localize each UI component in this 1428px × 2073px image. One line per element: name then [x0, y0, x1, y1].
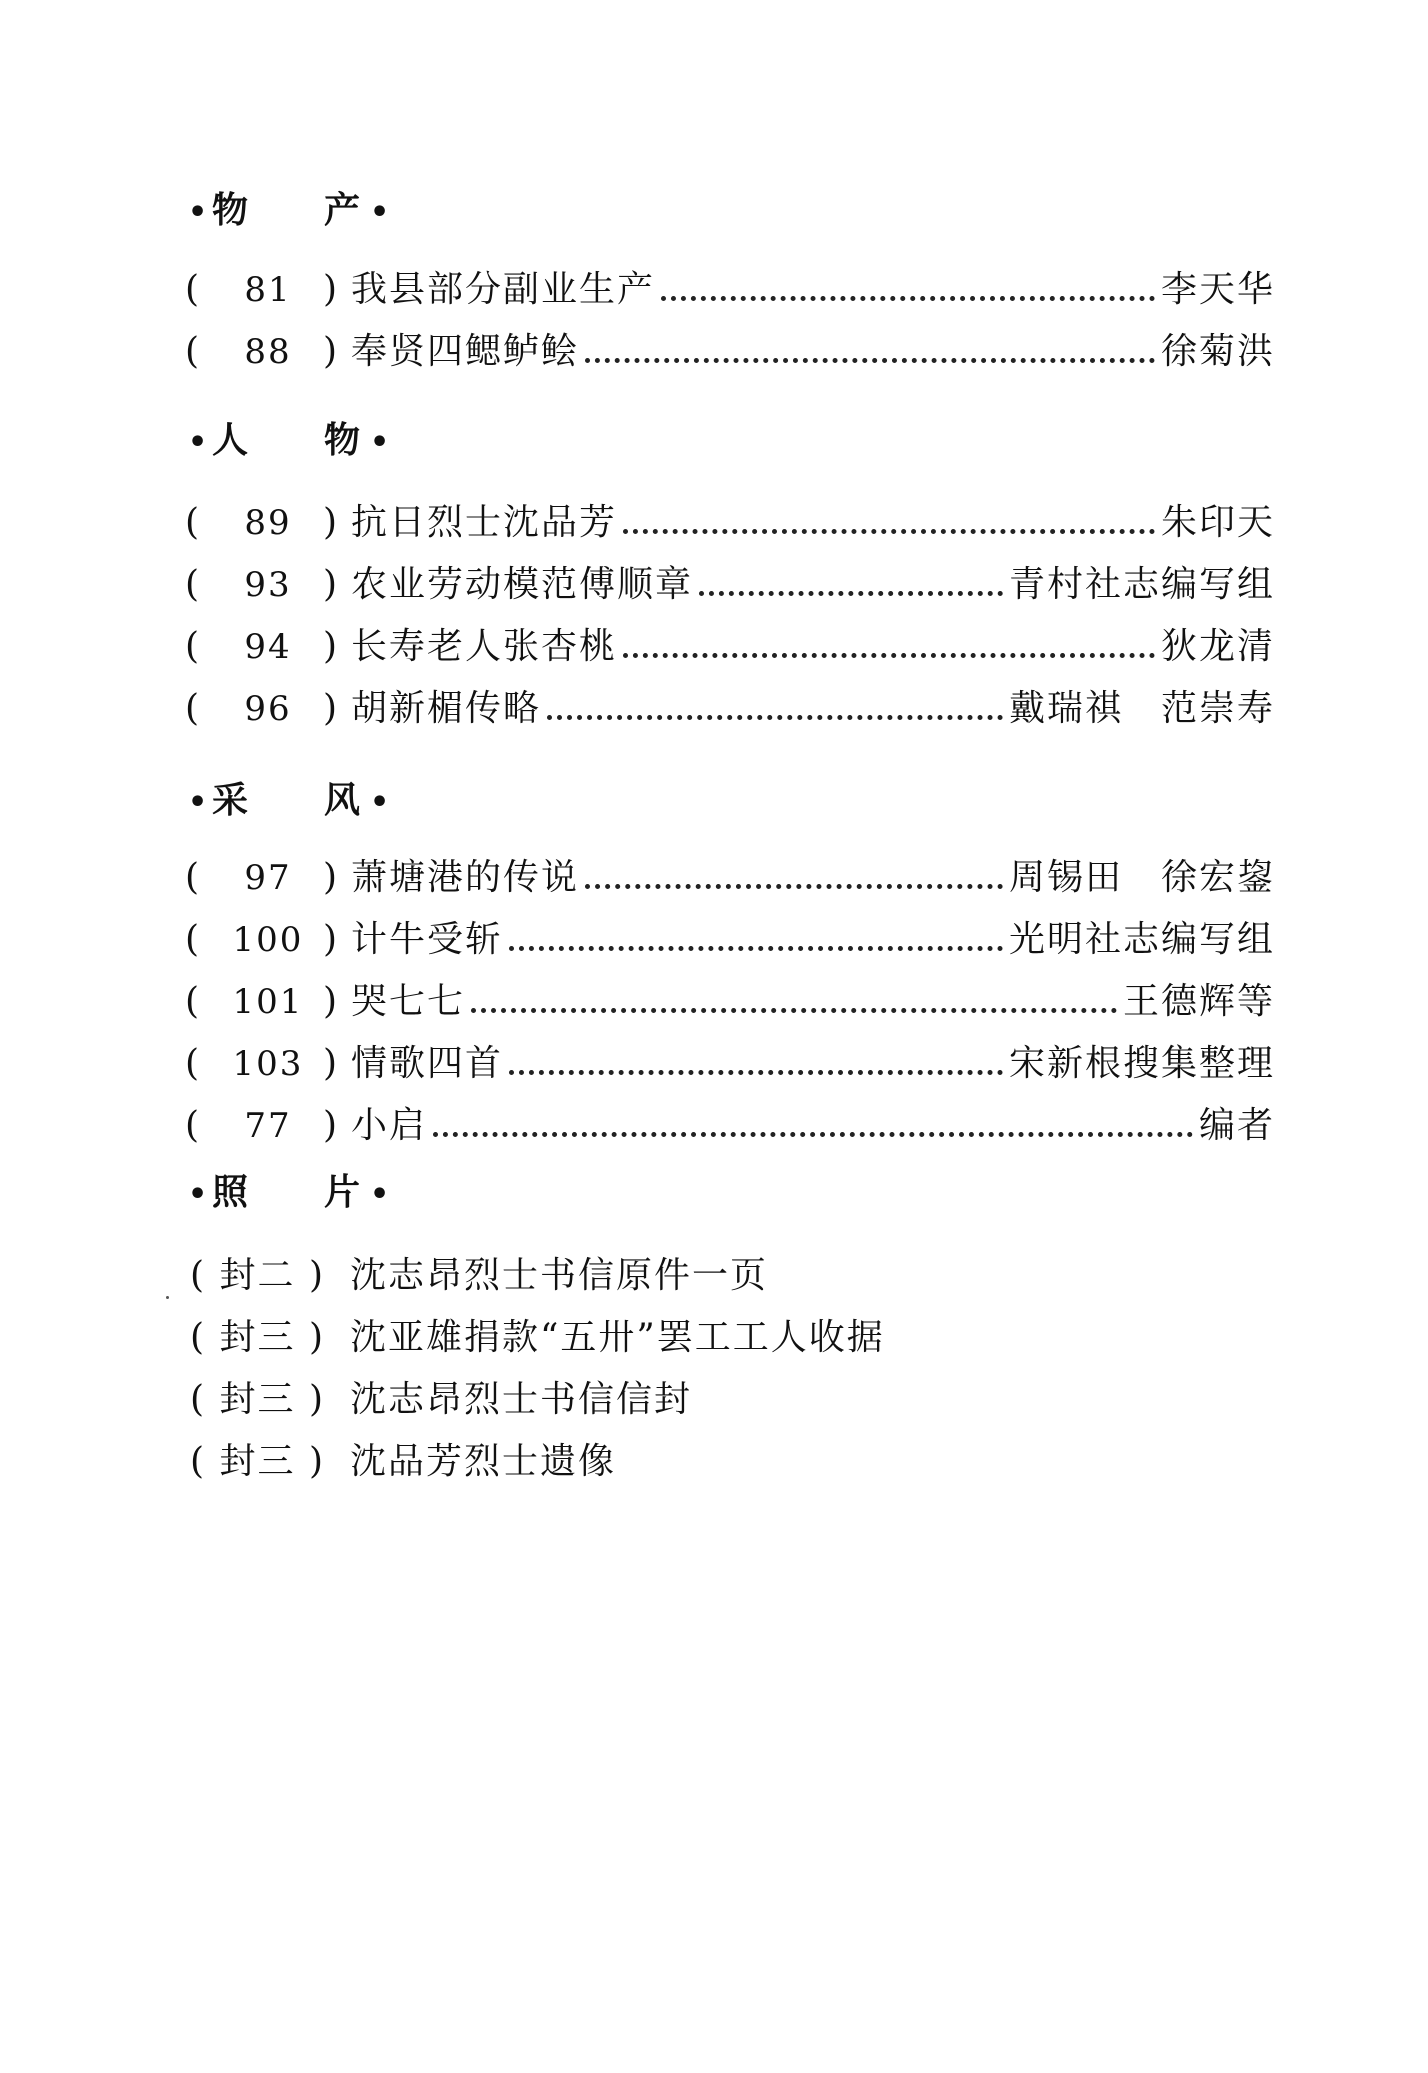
close-paren: )	[323, 564, 338, 605]
entry-author: 青村社志编写组	[1008, 564, 1275, 605]
open-paren: (	[185, 626, 200, 667]
section-heading-char: 风	[324, 780, 361, 821]
bullet-dot: •	[370, 785, 390, 820]
toc-entry	[185, 619, 1275, 675]
close-paren: )	[323, 502, 338, 543]
toc-entry	[185, 324, 1275, 380]
bullet-dot: •	[370, 1177, 390, 1212]
entry-author: 宋新根搜集整理	[1008, 1043, 1275, 1084]
open-paren: (	[185, 1043, 200, 1084]
entry-title: 情歌四首	[351, 1043, 504, 1084]
section-heading-char: 物	[212, 190, 249, 231]
toc-entry	[185, 681, 1275, 737]
open-paren: (	[185, 269, 200, 310]
page-number: 97	[244, 858, 292, 898]
page-number: 96	[244, 689, 292, 729]
bullet-dot: •	[188, 1177, 208, 1212]
photo-entry	[190, 1433, 616, 1491]
section-heading-char: 人	[212, 420, 249, 461]
close-paren: )	[323, 919, 338, 960]
page-number: 88	[244, 332, 292, 372]
close-paren: )	[323, 626, 338, 667]
section-heading-products	[188, 186, 389, 236]
photo-caption: 沈志昂烈士书信信封	[350, 1379, 693, 1420]
open-paren: (	[185, 1105, 200, 1146]
photo-location: ( 封三 )	[190, 1441, 326, 1482]
section-heading-char: 照	[212, 1172, 249, 1213]
photo-location: ( 封三 )	[190, 1379, 326, 1420]
open-paren: (	[185, 688, 200, 729]
dot-leader	[623, 653, 1155, 658]
close-paren: )	[323, 688, 338, 729]
dot-leader	[585, 358, 1155, 363]
photo-location: ( 封三 )	[190, 1317, 326, 1358]
bullet-dot: •	[188, 425, 208, 460]
entry-author: 徐菊洪	[1160, 331, 1275, 372]
toc-entry	[185, 1036, 1275, 1092]
section-heading-char: 片	[324, 1172, 361, 1213]
page-number: 77	[244, 1106, 292, 1146]
dot-leader	[471, 1008, 1117, 1013]
dot-leader	[509, 1070, 1003, 1075]
close-paren: )	[323, 1043, 338, 1084]
toc-entry	[185, 850, 1275, 906]
section-heading-char: 产	[324, 190, 361, 231]
section-heading-photos	[188, 1168, 389, 1218]
section-heading-folklore	[188, 776, 389, 826]
photo-entry	[190, 1247, 768, 1305]
dot-leader	[623, 529, 1155, 534]
dot-leader	[509, 946, 1003, 951]
entry-title: 农业劳动模范傅顺章	[351, 564, 694, 605]
entry-author: 周锡田 徐宏鋆	[1008, 857, 1275, 898]
entry-author: 朱印天	[1160, 502, 1275, 543]
entry-author: 编者	[1198, 1105, 1275, 1146]
entry-title: 奉贤四鳃鲈鲙	[351, 331, 580, 372]
toc-entry	[185, 557, 1275, 613]
entry-title: 长寿老人张杏桃	[351, 626, 618, 667]
toc-entry	[185, 1098, 1275, 1154]
close-paren: )	[323, 857, 338, 898]
open-paren: (	[185, 502, 200, 543]
toc-entry	[185, 495, 1275, 551]
section-heading-char: 物	[324, 420, 361, 461]
dot-leader	[661, 296, 1155, 301]
toc-entry	[185, 912, 1275, 968]
entry-title: 抗日烈士沈品芳	[351, 502, 618, 543]
close-paren: )	[323, 981, 338, 1022]
page-number: 93	[244, 565, 292, 605]
bullet-dot: •	[370, 195, 390, 230]
page-number: 81	[244, 270, 292, 310]
photo-caption: 沈亚雄捐款“五卅”罢工工人收据	[350, 1317, 885, 1358]
entry-author: 戴瑞祺 范崇寿	[1008, 688, 1275, 729]
dot-leader	[433, 1132, 1193, 1137]
section-heading-char: 采	[212, 780, 249, 821]
entry-author: 光明社志编写组	[1008, 919, 1275, 960]
bullet-dot: •	[370, 425, 390, 460]
photo-caption: 沈志昂烈士书信原件一页	[350, 1255, 769, 1296]
open-paren: (	[185, 919, 200, 960]
bullet-dot: •	[188, 195, 208, 230]
print-speck	[166, 1296, 169, 1299]
open-paren: (	[185, 857, 200, 898]
entry-title: 小启	[351, 1105, 428, 1146]
entry-author: 狄龙清	[1160, 626, 1275, 667]
page-number: 103	[232, 1044, 304, 1084]
entry-author: 李天华	[1160, 269, 1275, 310]
page-number: 89	[244, 503, 292, 543]
entry-title: 计牛受斩	[351, 919, 504, 960]
close-paren: )	[323, 331, 338, 372]
toc-entry	[185, 974, 1275, 1030]
dot-leader	[699, 591, 1003, 596]
entry-author: 王德辉等	[1122, 981, 1275, 1022]
entry-title: 我县部分副业生产	[351, 269, 656, 310]
entry-title: 胡新楣传略	[351, 688, 542, 729]
section-heading-people	[188, 416, 389, 466]
page-number: 94	[244, 627, 292, 667]
open-paren: (	[185, 981, 200, 1022]
photo-caption: 沈品芳烈士遗像	[350, 1441, 617, 1482]
page-number: 100	[232, 920, 304, 960]
page-number: 101	[232, 982, 304, 1022]
photo-entry	[190, 1371, 692, 1429]
close-paren: )	[323, 1105, 338, 1146]
toc-entry	[185, 262, 1275, 318]
photo-entry	[190, 1309, 885, 1367]
photo-location: ( 封二 )	[190, 1255, 326, 1296]
dot-leader	[585, 884, 1003, 889]
close-paren: )	[323, 269, 338, 310]
open-paren: (	[185, 564, 200, 605]
open-paren: (	[185, 331, 200, 372]
dot-leader	[547, 715, 1003, 720]
bullet-dot: •	[188, 785, 208, 820]
entry-title: 哭七七	[351, 981, 466, 1022]
entry-title: 萧塘港的传说	[351, 857, 580, 898]
